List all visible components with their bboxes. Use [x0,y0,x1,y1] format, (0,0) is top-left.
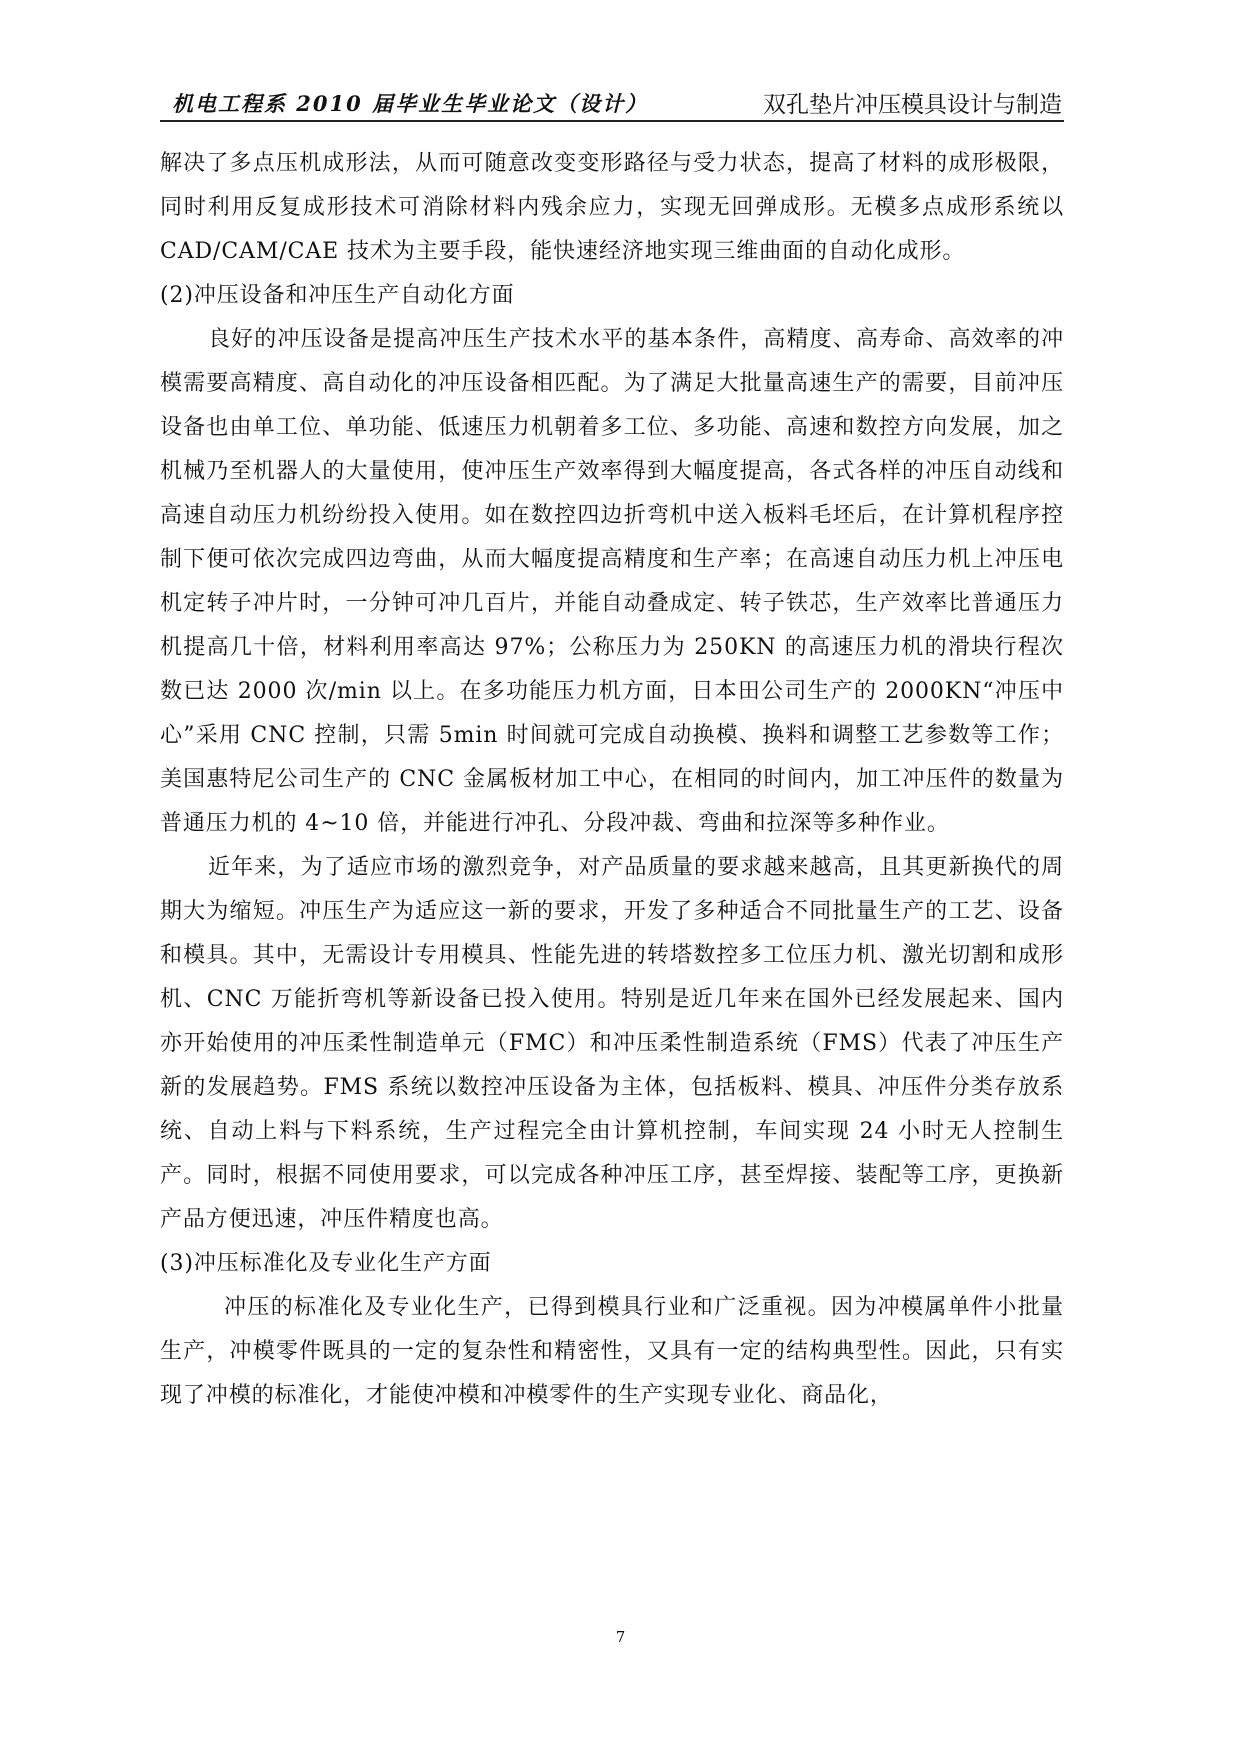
section-heading-2: (2)冲压设备和冲压生产自动化方面 [160,283,515,308]
header-thesis-label: 机电工程系 2010 届毕业生毕业论文（设计） [172,91,649,116]
paragraph-standardization: 冲压的标准化及专业化生产，已得到模具行业和广泛重视。因为冲模属单件小批量生产，冲模零件既具的一定的复杂性和精密性，又具有一定的结构典型性。因此，只有实现了冲模的标准化，才能使冲模和冲模零件的生产实现专业化、商品化， [160,1295,1064,1408]
paragraph-continued: 解决了多点压机成形法，从而可随意改变变形路径与受力状态，提高了材料的成形极限，同时利用反复成形技术可消除材料内残余应力，实现无回弹成形。无模多点成形系统以 CAD/CAM/CAE 技术为主要手段，能快速经济地实现三维曲面的自动化成形。 [160,151,1064,264]
section-heading-3: (3)冲压标准化及专业化生产方面 [160,1251,492,1276]
page-header [160,86,1064,122]
page-body [160,142,1064,1418]
paragraph-equipment: 良好的冲压设备是提高冲压生产技术水平的基本条件，高精度、高寿命、高效率的冲模需要高精度、高自动化的冲压设备相匹配。为了满足大批量高速生产的需要，目前冲压设备也由单工位、单功能、低速压力机朝着多工位、多功能、高速和数控方向发展，加之机械乃至机器人的大量使用，使冲压生产效率得到大幅度提高，各式各样的冲压自动线和高速自动压力机纷纷投入使用。如在数控四边折弯机中送入板料毛坯后，在计算机程序控制下便可依次完成四边弯曲，从而大幅度提高精度和生产率；在高速自动压力机上冲压电机定转子冲片时，一分钟可冲几百片，并能自动叠成定、转子铁芯，生产效率比普通压力机提高几十倍，材料利用率高达 97%；公称压力为 250KN 的高速压力机的滑块行程次数已达 2000 次/min 以上。在多功能压力机方面，日本田公司生产的 2000KN“冲压中心”采用 CNC 控制，只需 5min 时间就可完成自动换模、换料和调整工艺参数等工作；美国惠特尼公司生产的 CNC 金属板材加工中心，在相同的时间内，加工冲压件的数量为普通压力机的 4~10 倍，并能进行冲孔、分段冲裁、弯曲和拉深等多种作业。 [160,327,1064,836]
header-thesis-title: 双孔垫片冲压模具设计与制造 [763,92,1062,118]
page-number: 7 [615,1628,626,1646]
paragraph-recent-years: 近年来，为了适应市场的激烈竞争，对产品质量的要求越来越高，且其更新换代的周期大为缩短。冲压生产为适应这一新的要求，开发了多种适合不同批量生产的工艺、设备和模具。其中，无需设计专用模具、性能先进的转塔数控多工位压力机、激光切割和成形机、CNC 万能折弯机等新设备已投入使用。特别是近几年来在国外已经发展起来、国内亦开始使用的冲压柔性制造单元（FMC）和冲压柔性制造系统（FMS）代表了冲压生产新的发展趋势。FMS 系统以数控冲压设备为主体，包括板料、模具、冲压件分类存放系统、自动上料与下料系统，生产过程完全由计算机控制，车间实现 24 小时无人控制生产。同时，根据不同使用要求，可以完成各种冲压工序，甚至焊接、装配等工序，更换新产品方便迅速，冲压件精度也高。 [160,855,1064,1232]
